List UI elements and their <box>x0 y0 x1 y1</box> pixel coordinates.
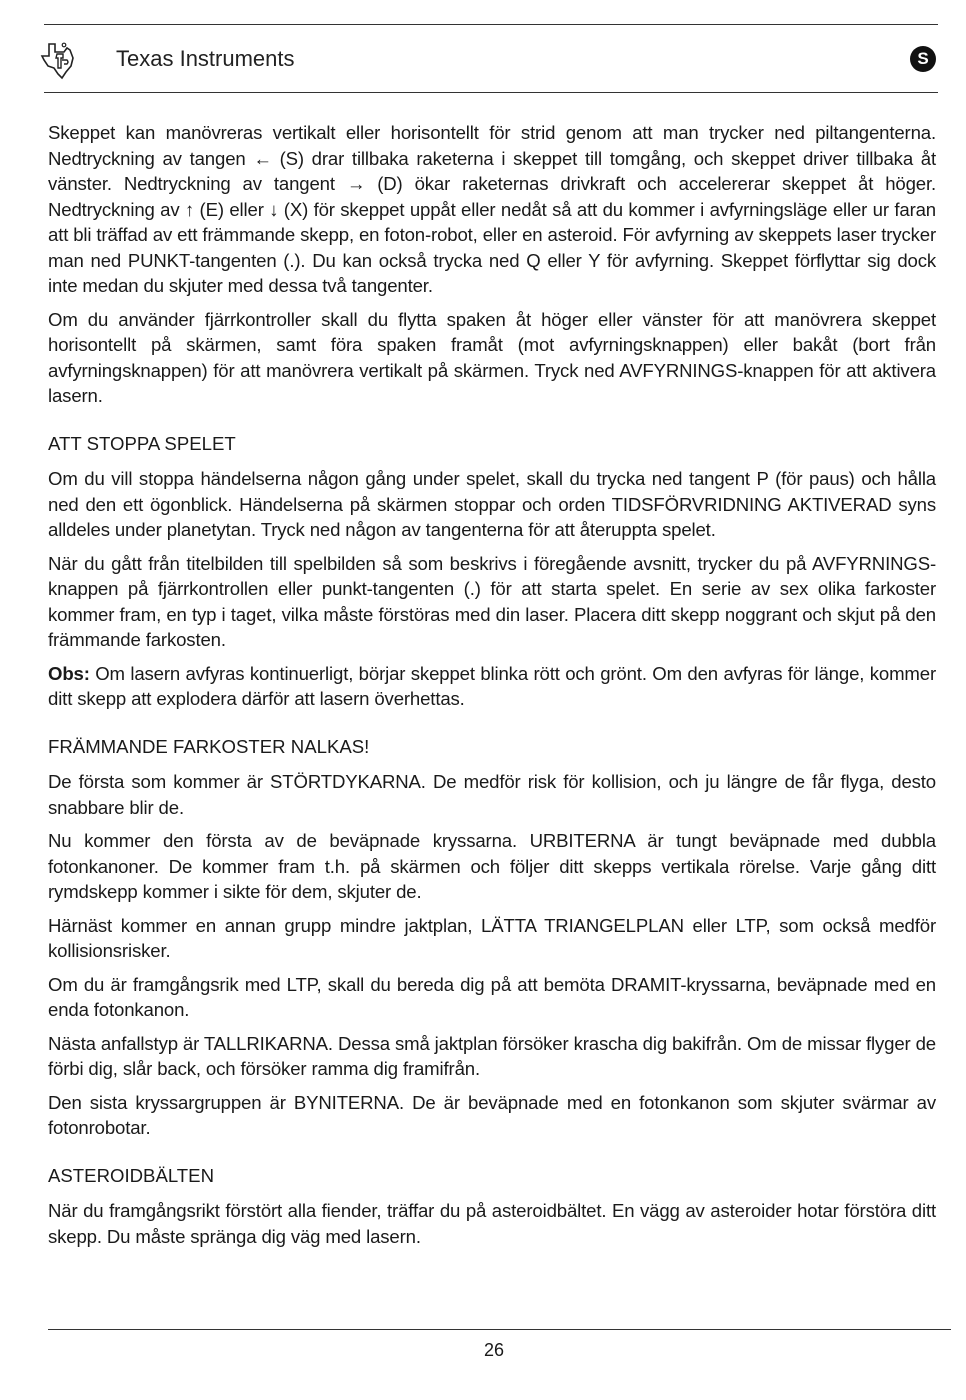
paragraph-controls-joystick: Om du använder fjärrkontroller skall du flytta spaken åt höger eller vänster för att manövrera skeppet horisontellt på skärmen, samt föra spaken framåt (mot avfyrningsknappen) eller bakåt (bort från avfyrningsknappen) för att manövrera vertikalt på skärmen. Tryck ned AVFYRNINGS-knappen för att aktivera lasern. <box>48 308 936 406</box>
page-header <box>40 40 936 80</box>
note-label: Obs: <box>48 662 90 684</box>
page-content <box>48 120 936 1257</box>
language-badge: S <box>910 46 936 72</box>
page-number: 26 <box>483 1340 505 1360</box>
paragraph-tallrikarna: Nästa anfallstyp är TALLRIKARNA. Dessa små jaktplan försöker krascha dig bakifrån. Om de missar flyger de förbi dig, slår back, och försöker ramma dig framifrån. <box>48 1032 936 1079</box>
note-text: Om lasern avfyras kontinuerligt, börjar skeppet blinka rött och grönt. Om den avfyras för länge, kommer ditt skepp att explodera därför att lasern överhettas. <box>48 662 936 709</box>
paragraph-byniterna: Den sista kryssargruppen är BYNITERNA. De är beväpnade med en fotonkanon som skjuter svärmar av fotonrobotar. <box>48 1091 936 1138</box>
paragraph-note <box>48 661 936 712</box>
texas-instruments-logo-icon <box>40 40 76 80</box>
paragraph-urbiterna: Nu kommer den första av de beväpnade kryssarna. URBITERNA är tungt beväpnade med dubbla fotonkanoner. De kommer fram t.h. på skärmen och följer ditt skepps vertikala rörelse. Varje gång ditt rymdskepp kommer i sikte för dem, skjuter de. <box>48 830 936 902</box>
heading-asteroid-belt: ASTEROIDBÄLTEN <box>48 1164 214 1186</box>
paragraph-ltp: Härnäst kommer en annan grupp mindre jaktplan, LÄTTA TRIANGELPLAN eller LTP, som också medför kollisionsrisker. <box>48 914 936 961</box>
paragraph-start: När du gått från titelbilden till spelbilden så som beskrivs i föregående avsnitt, trycker du på AVFYRNINGS-knappen på fjärrkontrollen eller punkt-tangenten (.) för att starta spelet. En serie av sex olika farkoster kommer fram, en typ i taget, vilka måste förstöras med din laser. Placera ditt skepp noggrant och skjut på den främmande farkosten. <box>48 552 936 650</box>
paragraph-dramit: Om du är framgångsrik med LTP, skall du bereda dig på att bemöta DRAMIT-kryssarna, beväpnade med en enda fotonkanon. <box>48 973 936 1020</box>
paragraph-asteroid-belt: När du framgångsrikt förstört alla fiender, träffar du på asteroidbältet. En vägg av asteroider hotar förstöra ditt skepp. Du måste spränga dig väg med lasern. <box>48 1200 936 1247</box>
footer-rule <box>48 1329 951 1330</box>
paragraph-stortdykarna: De första som kommer är STÖRTDYKARNA. De medför risk för kollision, och ju längre de får flyga, desto snabbare blir de. <box>48 771 936 818</box>
heading-alien-craft: FRÄMMANDE FARKOSTER NALKAS! <box>48 735 370 757</box>
heading-stop-game: ATT STOPPA SPELET <box>48 432 236 454</box>
brand-name: Texas Instruments <box>116 46 295 71</box>
paragraph-controls-keyboard: Skeppet kan manövreras vertikalt eller horisontellt för strid genom att man trycker ned piltangenterna. Nedtryckning av tangen ← (S) drar tillbaka raketerna i skeppet till tomgång, och skeppet driver tillbaka åt vänster. Nedtryckning av tangent → (D) ökar raketernas drivkraft och accelererar skeppet åt höger. Nedtryckning av ↑ (E) eller ↓ (X) för skeppet uppåt eller nedåt så att du kommer i avfyrningsläge eller ur faran att bli träffad av ett främmande skepp, en foton-robot, eller en asteroid. För avfyrning av skeppets laser trycker man ned PUNKT-tangenten (.). Du kan också trycka ned Q eller Y för avfyrning. Skeppet förflyttar sig dock inte medan du skjuter med dessa två tangenter. <box>48 122 936 296</box>
header-bottom-rule <box>44 92 938 93</box>
header-top-rule <box>44 24 938 25</box>
paragraph-pause: Om du vill stoppa händelserna någon gång under spelet, skall du trycka ned tangent P (för paus) och hålla ned den ett ögonblick. Händelserna på skärmen stoppar och orden TIDSFÖRVRIDNING AKTIVERAD syns alldeles under planetytan. Tryck ned någon av tangenterna för att återuppta spelet. <box>48 468 936 540</box>
